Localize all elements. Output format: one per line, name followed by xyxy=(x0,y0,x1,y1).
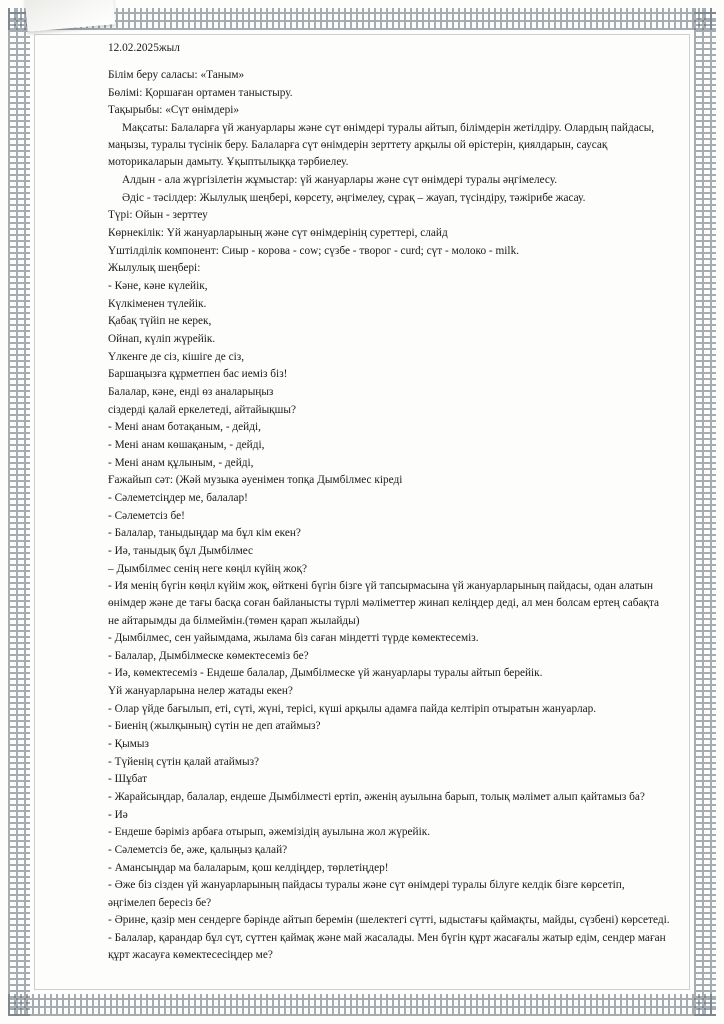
body-line: - Биенің (жылқының) сүтін не деп атаймыз? xyxy=(108,720,321,733)
body-line: - Балалар, таныдыңдар ма бұл кім екен? xyxy=(108,527,301,540)
body-line: - Ендеше бәріміз арбаға отырып, әжемізідің ауылына жол жүрейік. xyxy=(108,826,431,839)
body-line: - Амансыңдар ма балаларым, қош келдіңдер, төрлетіңдер! xyxy=(108,861,389,874)
body-line: - Сәлеметсіңдер ме, балалар! xyxy=(108,491,248,504)
body-line: - Иә xyxy=(108,808,128,821)
body-line: - Ия менің бүгін көңіл күйім жоқ, өйткені бүгін бізге үй тапсырмасына үй жануарларының пайдасы, одан алатын өнімдер және де тағы басқа соған байланысты түрлі мәліметтер жинап келіңдер деді, ал мен болсам ертең сабақта не айтарымды да білмеймін.(төмен қарап жылайды) xyxy=(108,580,660,627)
body-line: - Әрине, қазір мен сендерге бәрінде айтып беремін (шелектегі сүтті, ыдыстағы қаймақты, майды, сүзбені) көрсетеді. xyxy=(108,914,670,927)
body-line: Үлкенге де сіз, кішіге де сіз, xyxy=(108,350,245,363)
body-line: - Кәне, кәне күлейік, xyxy=(108,280,208,293)
header-line: Алдын - ала жүргізілетін жұмыстар: үй жануарлары және сүт өнімдері туралы әңгімелесу. xyxy=(122,174,558,187)
header-line: Тақырыбы: «Сүт өнімдері» xyxy=(108,104,240,117)
document-content xyxy=(108,40,672,978)
body-line: - Мені анам ботақаным, - дейді, xyxy=(108,421,261,434)
body-line: Ойнап, күліп жүрейік. xyxy=(108,333,216,345)
body-line: - Балалар, қарандар бұл сүт, сүттен қаймақ және май жасалады. Мен бүгін құрт жасағалы жатыр едім, сендер маған құрт жасауға көмектесесіңдер ме? xyxy=(108,931,666,961)
border-band-bottom xyxy=(8,994,716,1016)
body-line: - Иә, көмектесеміз - Ендеше балалар, Дымбілмеске үй жануарлары туралы айтып берейік. xyxy=(108,667,543,680)
body-line: - Әже біз сізден үй жануарларының пайдасы туралы және сүт өнімдері туралы білуге келдік бізге көрсетіп, әңгімелеп бересіз бе? xyxy=(108,879,625,909)
body-line: - Мені анам көшақаным, - дейді, xyxy=(108,438,265,451)
body-line: Баршаңызға құрметпен бас иеміз біз! xyxy=(108,368,288,381)
body-line: Үй жануарларына нелер жатады екен? xyxy=(108,685,293,698)
body-line: - Мені анам құлыным, - дейді, xyxy=(108,456,254,469)
body-line: - Жарайсыңдар, балалар, ендеше Дымбілместі ертіп, әженің ауылына барып, толық мәлімет алып қайтамыз ба? xyxy=(108,791,645,804)
body-line: - Иә, таныдық бұл Дымбілмес xyxy=(108,544,254,557)
body-line: - Балалар, Дымбілмеске көмектесеміз бе? xyxy=(108,649,309,662)
header-line: Бөлімі: Қоршаған ортамен таныстыру. xyxy=(108,86,293,99)
body-line: – Дымбілмес сенің неге көңіл күйің жоқ? xyxy=(108,562,307,575)
body-line: - Қымыз xyxy=(108,738,149,751)
body-line: - Сәлеметсіз бе, әже, қалыңыз қалай? xyxy=(108,844,288,857)
body-line: Балалар, кәне, енді өз аналарыңыз xyxy=(108,385,274,398)
body-line: Күлкіменен түлейік. xyxy=(108,297,207,310)
header-line: Үштілділік компонент: Сиыр - корова - cow; сүзбе - творог - curd; сүт - молоко - milk. xyxy=(108,244,520,257)
header-line: Түрі: Ойын - зерттеу xyxy=(108,209,208,222)
header-line: Білім беру саласы: «Таным» xyxy=(108,69,245,82)
border-band-right xyxy=(694,8,716,1016)
body-line: - Дымбілмес, сен уайымдама, жылама біз саған міндетті түрде көмектесеміз. xyxy=(108,632,479,645)
body-line: - Түйенің сүтін қалай атаймыз? xyxy=(108,755,260,768)
body-line: - Шұбат xyxy=(108,773,148,786)
document-date: 12.02.2025жыл xyxy=(108,42,180,54)
header-line: Әдіс - тәсілдер: Жылулық шеңбері, көрсету, әңгімелеу, сұрақ – жауап, түсіндіру, тәжірибе жасау. xyxy=(122,191,586,204)
body-line: Жылулық шеңбері: xyxy=(108,262,201,275)
header-line: Мақсаты: Балаларға үй жануарлары және сүт өнімдері туралы айтып, білімдерін жетілдіру. Олардың пайдасы, маңызы, туралы түсінік беру. Балаларға сүт өнімдерін зерттету арқылы ой өрістерін, қиялдарын, саусақ моторикаларын дамыту. Ұқыптылыққа тәрбиелеу. xyxy=(108,122,655,169)
paper-curl xyxy=(25,0,116,32)
body-line: - Олар үйде бағылып, еті, сүті, жүні, терісі, күші арқылы адамға пайда келтіріп отыратын жануарлар. xyxy=(108,702,597,715)
header-line: Көрнекілік: Үй жануарларының және сүт өнімдерінің суреттері, слайд xyxy=(108,227,448,240)
body-line: сіздерді қалай еркелетеді, айтайықшы? xyxy=(108,403,296,416)
body-line: - Сәлеметсіз бе! xyxy=(108,509,185,522)
border-band-left xyxy=(8,8,30,1016)
body-line: Ғажайып сәт: (Жәй музыка әуенімен топқа Дымбілмес кіреді xyxy=(108,474,403,487)
body-line: Қабақ түйіп не керек, xyxy=(108,315,212,328)
